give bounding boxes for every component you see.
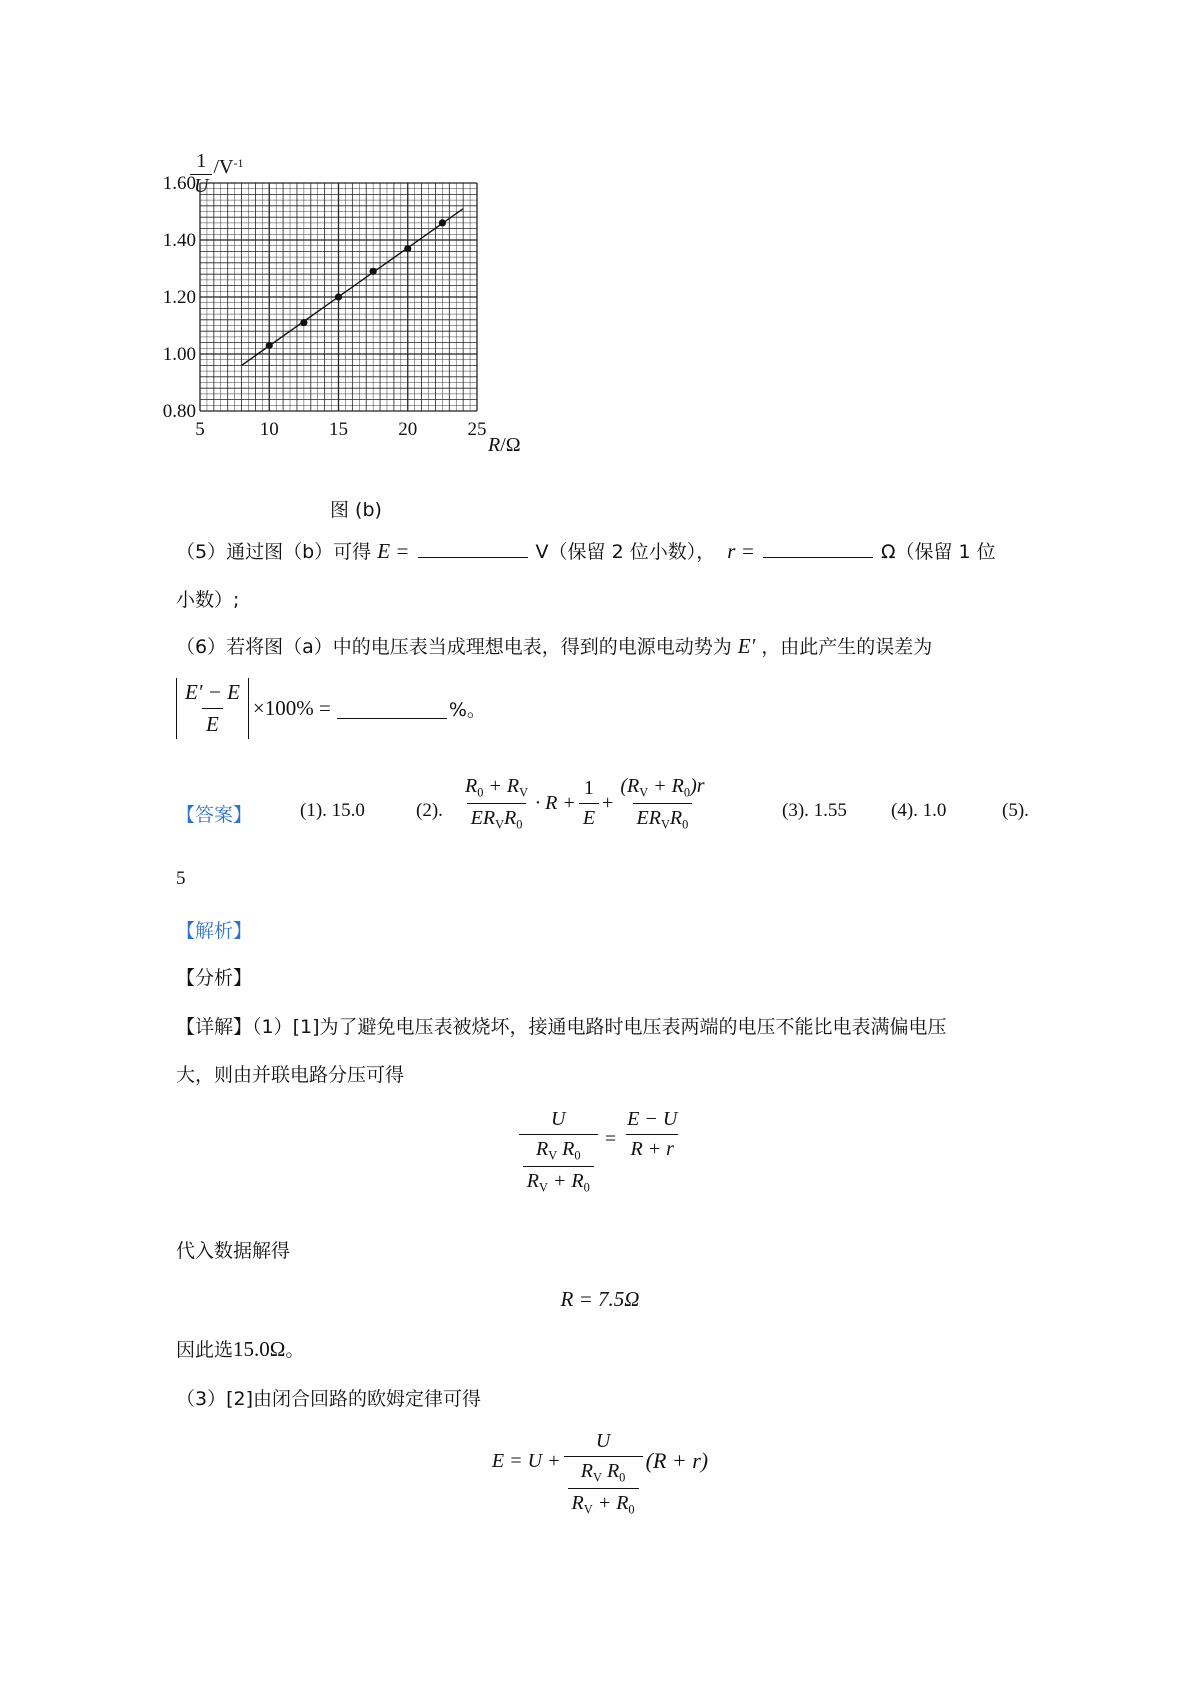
answer-2-formula: [458, 775, 712, 833]
q5-E-blank[interactable]: [418, 537, 528, 558]
eq1-rhs-den: R + r: [626, 1134, 678, 1161]
eq1-inner-den: $R_V + R_0$: [523, 1166, 594, 1195]
data-point: [300, 319, 307, 326]
q6-abs-value: [176, 678, 249, 739]
choose-value: 15.0Ω: [233, 1337, 286, 1361]
answer-3: (3). 1.55: [782, 800, 847, 821]
y-label-exponent: -1: [233, 155, 244, 170]
question-6-formula: [176, 678, 486, 739]
q6-times: ×100% =: [252, 696, 331, 720]
q6-suffix: %。: [448, 699, 486, 721]
question-6: [176, 632, 932, 659]
question-5: [176, 537, 996, 564]
eq3-num: U: [595, 1430, 611, 1452]
data-point: [404, 245, 411, 252]
x-axis-label: [488, 434, 521, 457]
eq3-tail: (R + r): [645, 1448, 709, 1473]
y-label-unit: /V: [213, 155, 234, 178]
question-5-line2: 小数）;: [176, 589, 240, 611]
ans-f1-den: $ER_VR_0$: [467, 803, 527, 832]
data-point: [266, 342, 273, 349]
eq1-inner-num: $R_V$ $R_0$: [535, 1138, 581, 1163]
jiexi-tag: 【解析】: [176, 920, 253, 942]
detail-line-1: [176, 1012, 947, 1039]
substitute-text: 代入数据解得: [176, 1240, 291, 1262]
q5-r-blank[interactable]: [763, 537, 873, 558]
ans-dot-R: · R +: [535, 792, 576, 815]
eq1-lhs-num: U: [551, 1108, 566, 1130]
y-label-numerator: 1: [196, 150, 207, 172]
data-point: [370, 268, 377, 275]
q6-text-end: ，由此产生的误差为: [761, 636, 933, 658]
detail-line-2: 大，则由并联电路分压可得: [176, 1064, 405, 1086]
y-tick-label: 1.00: [162, 344, 196, 365]
ans-f3-num: $(R_V + R_0)r$: [620, 775, 705, 800]
x-tick-label: 5: [195, 419, 205, 440]
choose-prefix: 因此选: [176, 1339, 234, 1361]
q6-frac-num: E′ − E: [185, 680, 240, 704]
eq3-lhs: E = U +: [491, 1450, 561, 1472]
x-tick-label: 20: [398, 419, 418, 440]
figure-b: [160, 150, 560, 520]
x-tick-label: 25: [467, 419, 487, 440]
choose-suffix: 。: [285, 1339, 305, 1361]
part-3-text: （3）[2]由闭合回路的欧姆定律可得: [176, 1388, 482, 1410]
ans-f3-den: $ER_VR_0$: [633, 803, 693, 832]
choose-line: [176, 1335, 304, 1362]
y-label-denominator: U: [190, 174, 212, 198]
y-tick-label: 1.60: [162, 173, 196, 194]
answer-2-label: (2).: [416, 800, 443, 821]
eq1-rhs-num: E − U: [627, 1108, 678, 1130]
detail-tag: 【详解】: [176, 1016, 253, 1038]
ans-f1-num: $R_0 + R_V$: [465, 775, 529, 800]
y-tick-label: 1.20: [162, 287, 196, 308]
eq3-den: [564, 1456, 643, 1518]
q6-blank[interactable]: [337, 698, 447, 719]
detail-text-1: （1）[1]为了避免电压表被烧坏，接通电路时电压表两端的电压不能比电表满偏电压: [252, 1016, 947, 1038]
answer-4: (4). 1.0: [891, 800, 947, 821]
figure-caption: 图 (b): [330, 499, 382, 521]
ans-f2-den: E: [579, 803, 599, 830]
q5-after-E: V（保留 2 位小数），: [535, 541, 716, 563]
fenxi-tag: 【分析】: [176, 967, 253, 989]
y-tick-label: 1.40: [162, 230, 196, 251]
x-label-unit: /Ω: [500, 434, 521, 456]
eq3-inner-num: $R_V$ $R_0$: [580, 1460, 626, 1485]
ans-plus: +: [602, 792, 614, 815]
q5-E: E =: [377, 539, 410, 563]
x-label-variable: R: [488, 434, 501, 456]
data-point: [335, 293, 342, 300]
data-point: [439, 219, 446, 226]
eq1-equals: =: [604, 1128, 617, 1150]
answer-1: (1). 15.0: [300, 800, 365, 821]
ans-f2-num: 1: [583, 777, 594, 800]
q6-Eprime: E′: [737, 634, 756, 658]
equation-1: [0, 1108, 1200, 1196]
x-tick-label: 15: [329, 419, 348, 440]
equation-2: R = 7.5Ω: [560, 1287, 640, 1311]
x-tick-label: 10: [259, 419, 279, 440]
eq1-lhs-den: [519, 1134, 598, 1196]
eq3-inner-den: $R_V + R_0$: [568, 1488, 639, 1517]
answer-5-cont: 5: [176, 868, 186, 889]
answer-5: (5).: [1002, 800, 1029, 821]
q5-r: r =: [727, 539, 755, 563]
q6-text: （6）若将图（a）中的电压表当成理想电表，得到的电源电动势为: [176, 636, 732, 658]
q6-frac-den: E: [202, 708, 223, 737]
q5-after-r: Ω（保留 1 位: [880, 541, 996, 563]
q5-label: （5）通过图（b）可得: [176, 541, 372, 563]
y-tick-label: 0.80: [162, 401, 196, 422]
equation-3: [0, 1430, 1200, 1518]
answer-tag: 【答案】: [176, 804, 253, 826]
